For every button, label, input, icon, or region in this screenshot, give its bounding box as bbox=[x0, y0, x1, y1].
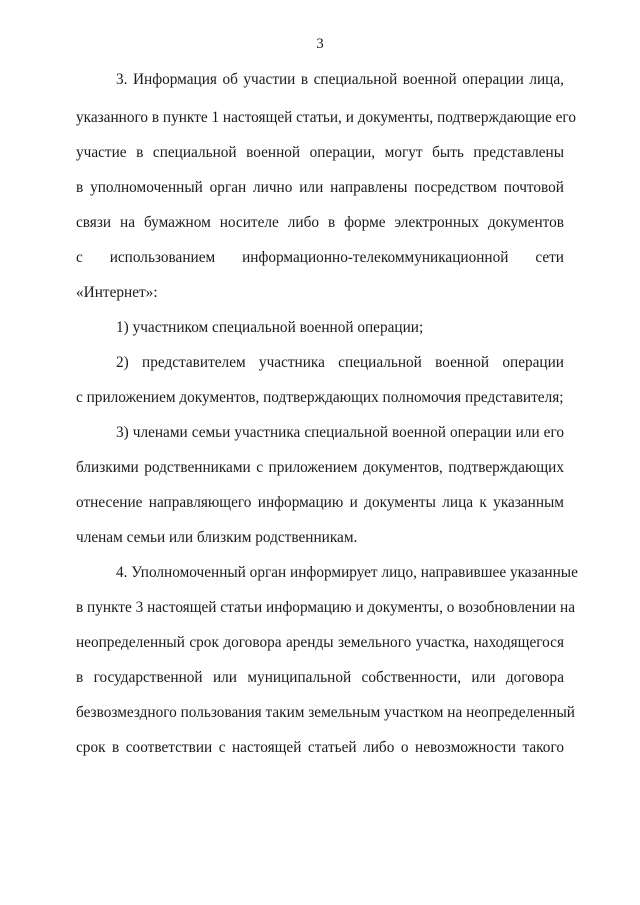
text-line: 4. Уполномоченный орган информирует лицо, направившее указанные bbox=[116, 564, 578, 581]
text-line: в уполномоченный орган лично или направлены посредством почтовой bbox=[76, 179, 564, 196]
text-line: неопределенный срок договора аренды земельного участка, находящегося bbox=[76, 634, 564, 651]
text-line: 3) членами семьи участника специальной военной операции или его bbox=[116, 424, 564, 441]
text-line: связи на бумажном носителе либо в форме электронных документов bbox=[76, 214, 564, 231]
text-line: указанного в пункте 1 настоящей статьи, и документы, подтверждающие его bbox=[76, 109, 576, 126]
text-line: безвозмездного пользования таким земельным участком на неопределенный bbox=[76, 704, 575, 721]
text-line: в государственной или муниципальной собственности, или договора bbox=[76, 669, 564, 686]
page-number: 3 bbox=[316, 36, 324, 52]
text-line: 2) представителем участника специальной военной операции bbox=[116, 354, 564, 371]
text-line: членам семьи или близким родственникам. bbox=[76, 529, 358, 546]
text-line: 3. Информация об участии в специальной военной операции лица, bbox=[116, 71, 564, 88]
text-line: с приложением документов, подтверждающих полномочия представителя; bbox=[76, 389, 564, 406]
text-line: 1) участником специальной военной операции; bbox=[116, 319, 424, 336]
text-line: «Интернет»: bbox=[76, 284, 158, 301]
text-line: с использованием информационно-телекоммуникационной сети bbox=[76, 249, 564, 266]
text-line: близкими родственниками с приложением документов, подтверждающих bbox=[76, 459, 564, 476]
text-line: в пункте 3 настоящей статьи информацию и документы, о возобновлении на bbox=[76, 599, 575, 616]
text-line: отнесение направляющего информацию и документы лица к указанным bbox=[76, 494, 564, 511]
text-line: участие в специальной военной операции, могут быть представлены bbox=[76, 144, 564, 161]
text-line: срок в соответствии с настоящей статьей либо о невозможности такого bbox=[76, 739, 564, 756]
